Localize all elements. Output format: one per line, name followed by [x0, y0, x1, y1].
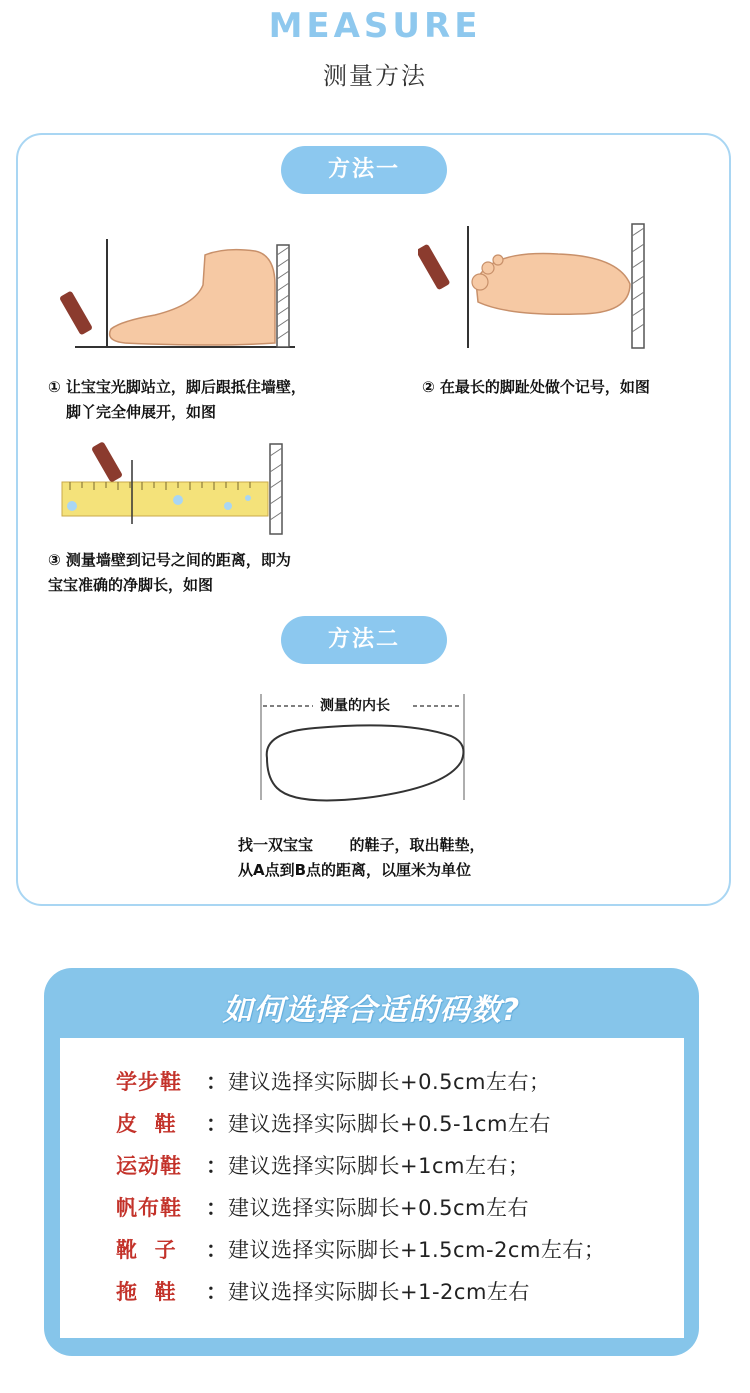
colon: ：: [206, 1280, 227, 1304]
page-subtitle: 测量方法: [323, 62, 427, 90]
step2-caption: ② 在最长的脚趾处做个记号，如图: [422, 378, 650, 396]
colon: ：: [206, 1154, 227, 1178]
method-one-badge: 方法一: [281, 146, 447, 194]
colon: ：: [206, 1070, 227, 1094]
size-row: [116, 1066, 551, 1098]
size-advice: 建议选择实际脚长+0.5cm左右: [228, 1196, 529, 1220]
step3-caption-line2: 宝宝准确的净脚长，如图: [48, 576, 214, 594]
size-guide-title: 如何选择合适的码数?: [222, 993, 521, 1028]
page-title: MEASURE: [268, 6, 482, 46]
foot-top-view-illustration: [418, 222, 658, 352]
step1-caption-line2: 脚丫完全伸展开，如图: [66, 403, 217, 421]
colon: ：: [206, 1112, 227, 1136]
colon: ：: [206, 1238, 227, 1262]
size-row: [116, 1276, 530, 1308]
shoe-type: 皮 鞋: [116, 1112, 177, 1136]
foot-against-wall-illustration: [55, 225, 305, 355]
size-advice: 建议选择实际脚长+1cm左右；: [228, 1154, 530, 1178]
ruler-illustration: [58, 440, 290, 536]
shoe-type: 运动鞋: [116, 1154, 182, 1178]
step1-caption-line1: ① 让宝宝光脚站立，脚后跟抵住墙壁，: [48, 378, 306, 396]
size-row: [116, 1234, 605, 1266]
size-row: [116, 1108, 551, 1140]
size-advice: 建议选择实际脚长+0.5-1cm左右: [228, 1112, 551, 1136]
insole-inner-length-label: 测量的内长: [320, 698, 390, 714]
shoe-type: 学步鞋: [116, 1070, 182, 1094]
method2-caption-line2: 从A点到B点的距离，以厘米为单位: [238, 861, 472, 879]
shoe-type: 靴 子: [116, 1238, 177, 1262]
step3-caption-line1: ③ 测量墙壁到记号之间的距离，即为: [48, 551, 291, 569]
step1-caption: [48, 375, 306, 425]
size-row: [116, 1192, 529, 1224]
shoe-type: 拖 鞋: [116, 1280, 177, 1304]
colon: ：: [206, 1196, 227, 1220]
size-advice: 建议选择实际脚长+1-2cm左右: [228, 1280, 530, 1304]
method2-caption-line1: 找一双宝宝 的鞋子，取出鞋垫，: [238, 836, 485, 854]
shoe-type: 帆布鞋: [116, 1196, 182, 1220]
size-advice: 建议选择实际脚长+1.5cm-2cm左右；: [228, 1238, 606, 1262]
size-row: [116, 1150, 529, 1182]
step3-caption: [48, 548, 291, 598]
method-two-badge: 方法二: [281, 616, 447, 664]
method2-caption: [238, 833, 485, 883]
size-advice: 建议选择实际脚长+0.5cm左右；: [228, 1070, 551, 1094]
